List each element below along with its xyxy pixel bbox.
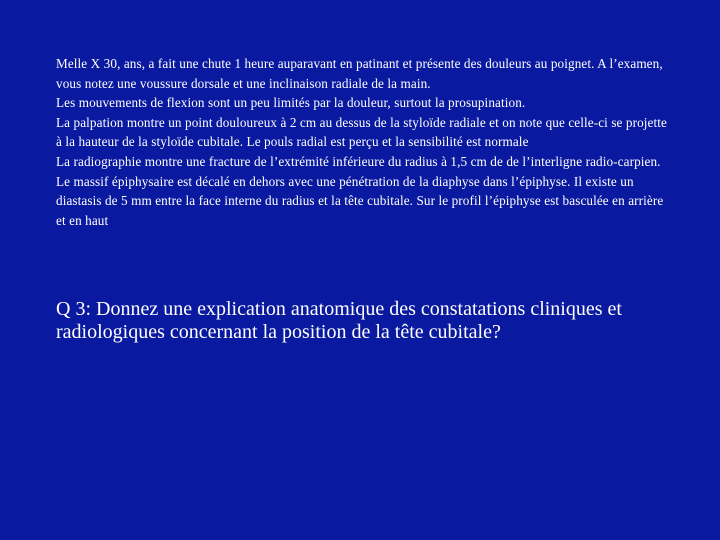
case-paragraph-history: Melle X 30, ans, a fait une chute 1 heure auparavant en patinant et présente des douleurs au poignet. A l’examen, vous notez une voussure dorsale et une inclinaison radiale de la main. — [56, 56, 663, 91]
case-description — [56, 54, 674, 230]
question-text: Q 3: Donnez une explication anatomique des constatations cliniques et radiologiques concernant la position de la tête cubitale? — [56, 298, 622, 343]
case-paragraph-mobility: Les mouvements de flexion sont un peu limités par la douleur, surtout la prosupination. — [56, 95, 526, 111]
case-paragraph-radiography: La radiographie montre une fracture de l’extrémité inférieure du radius à 1,5 cm de de l’interligne radio-carpien. Le massif épiphysaire est décalé en dehors avec une pénétration de la diaphyse dans l’épiphyse. Il existe un diastasis de 5 mm entre la face interne du radius et la tête cubitale. Sur le profil l’épiphyse est basculée en arrière et en haut — [56, 153, 664, 228]
case-paragraph-palpation: La palpation montre un point douloureux à 2 cm au dessus de la styloïde radiale et on note que celle-ci se projette à la hauteur de la styloïde cubitale. Le pouls radial est perçu et la sensibilité est normale — [56, 114, 667, 150]
